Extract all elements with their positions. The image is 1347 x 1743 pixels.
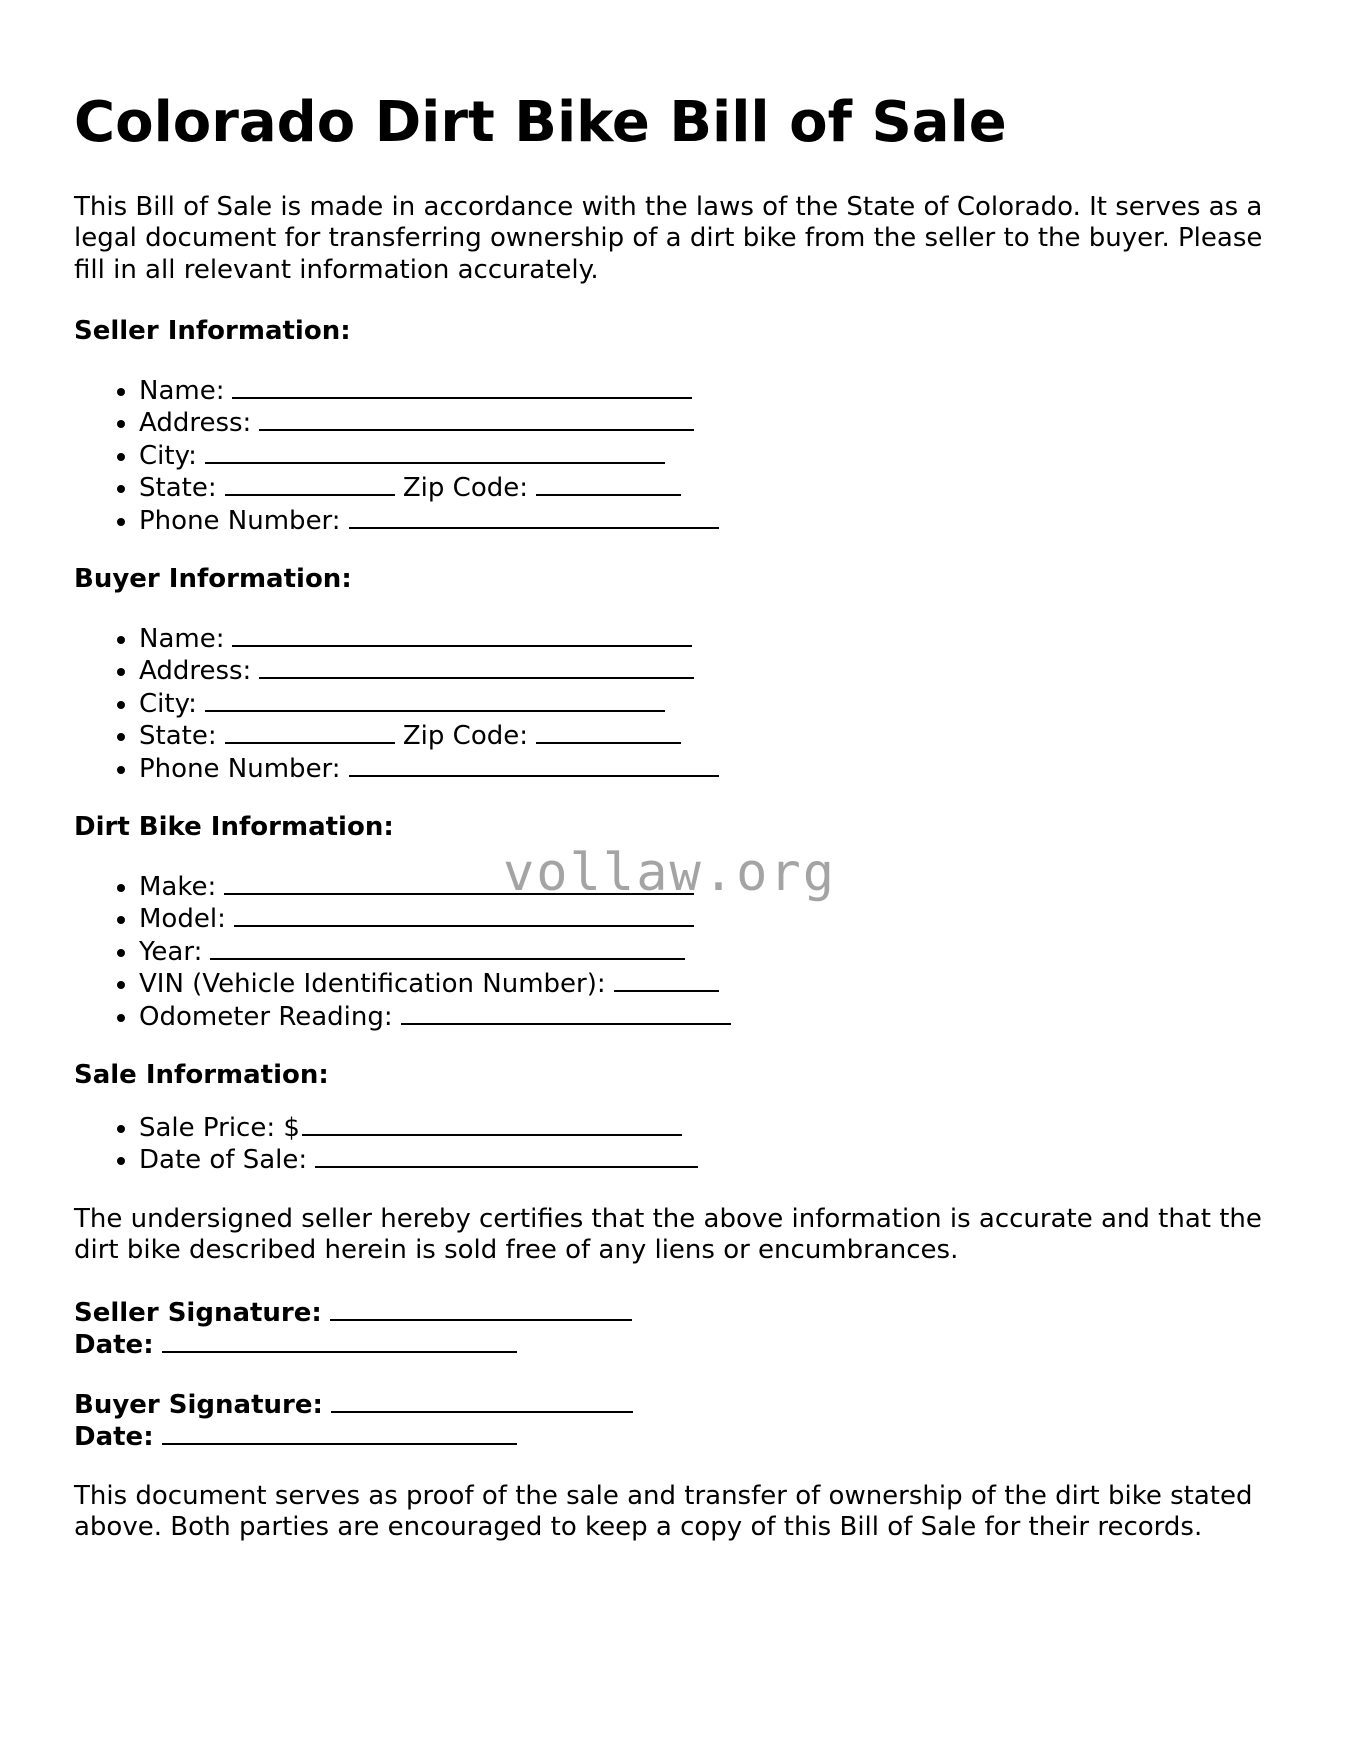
seller-state-label: State: — [139, 473, 217, 504]
buyer-name-item — [139, 623, 1284, 656]
sale-heading: Sale Information: — [74, 1060, 329, 1091]
buyer-phone-field[interactable] — [349, 753, 719, 777]
seller-address-item — [139, 407, 1284, 440]
bike-heading: Dirt Bike Information: — [74, 812, 394, 843]
seller-signature-line — [74, 1297, 1284, 1330]
seller-address-field[interactable] — [259, 407, 694, 431]
bike-odometer-item — [139, 1001, 1284, 1034]
intro-paragraph: This Bill of Sale is made in accordance with the laws of the State of Colorado. It serves as a legal document for transferring ownership of a dirt bike from the seller to the buyer. Please fill in all relevant information accurately. — [74, 191, 1263, 285]
seller-address-label: Address: — [139, 408, 252, 439]
seller-list — [74, 375, 1284, 538]
buyer-phone-item — [139, 753, 1284, 786]
bike-odometer-field[interactable] — [401, 1001, 731, 1025]
buyer-date-line — [74, 1421, 1284, 1454]
bike-model-label: Model: — [139, 904, 226, 935]
bike-year-label: Year: — [139, 936, 203, 967]
sale-date-item — [139, 1144, 1284, 1177]
seller-signature-block — [74, 1297, 1284, 1362]
seller-phone-label: Phone Number: — [139, 505, 341, 536]
bike-list — [74, 871, 1284, 1034]
sale-list — [74, 1112, 1284, 1177]
sale-price-field[interactable] — [302, 1112, 682, 1136]
sale-price-label: Sale Price: $ — [139, 1112, 300, 1143]
buyer-city-field[interactable] — [205, 688, 665, 712]
buyer-name-field[interactable] — [232, 623, 692, 647]
buyer-city-item — [139, 688, 1284, 721]
buyer-signature-block — [74, 1389, 1284, 1454]
seller-name-label: Name: — [139, 375, 225, 406]
bike-year-item — [139, 936, 1284, 969]
sale-price-item — [139, 1112, 1284, 1145]
bike-vin-label: VIN (Vehicle Identification Number): — [139, 969, 606, 1000]
buyer-address-label: Address: — [139, 656, 252, 687]
seller-date-label: Date: — [74, 1330, 154, 1361]
seller-name-field[interactable] — [232, 375, 692, 399]
buyer-name-label: Name: — [139, 623, 225, 654]
buyer-zip-field[interactable] — [536, 720, 681, 744]
seller-zip-field[interactable] — [536, 472, 681, 496]
closing-paragraph: This document serves as proof of the sale and transfer of ownership of the dirt bike stated above. Both parties are encouraged to keep a copy of this Bill of Sale for their records. — [74, 1480, 1253, 1543]
bike-odometer-label: Odometer Reading: — [139, 1001, 393, 1032]
seller-date-line — [74, 1329, 1284, 1362]
seller-date-field[interactable] — [162, 1329, 517, 1353]
seller-heading: Seller Information: — [74, 316, 351, 347]
buyer-list — [74, 623, 1284, 786]
seller-state-field[interactable] — [225, 472, 395, 496]
buyer-signature-label: Buyer Signature: — [74, 1389, 323, 1420]
seller-city-item — [139, 440, 1284, 473]
buyer-zip-label: Zip Code: — [402, 721, 528, 752]
buyer-signature-line — [74, 1389, 1284, 1422]
buyer-heading: Buyer Information: — [74, 564, 352, 595]
watermark-text: vollaw.org — [503, 843, 837, 903]
seller-signature-label: Seller Signature: — [74, 1297, 322, 1328]
seller-state-zip-item — [139, 472, 1284, 505]
seller-zip-label: Zip Code: — [402, 473, 528, 504]
buyer-address-field[interactable] — [259, 655, 694, 679]
seller-city-label: City: — [139, 440, 197, 471]
bike-make-item — [139, 871, 1284, 904]
bike-make-field[interactable] — [224, 871, 694, 895]
seller-phone-field[interactable] — [349, 505, 719, 529]
seller-phone-item — [139, 505, 1284, 538]
certification-paragraph: The undersigned seller hereby certifies that the above information is accurate and that the dirt bike described herein is sold free of any liens or encumbrances. — [74, 1203, 1262, 1266]
bike-model-item — [139, 903, 1284, 936]
buyer-state-zip-item — [139, 720, 1284, 753]
seller-signature-field[interactable] — [330, 1297, 632, 1321]
seller-name-item — [139, 375, 1284, 408]
buyer-state-field[interactable] — [225, 720, 395, 744]
bike-make-label: Make: — [139, 871, 217, 902]
bike-year-field[interactable] — [210, 936, 685, 960]
seller-city-field[interactable] — [205, 440, 665, 464]
buyer-date-label: Date: — [74, 1422, 154, 1453]
buyer-city-label: City: — [139, 688, 197, 719]
buyer-phone-label: Phone Number: — [139, 753, 341, 784]
bike-vin-item — [139, 968, 1284, 1001]
buyer-address-item — [139, 655, 1284, 688]
document-title: Colorado Dirt Bike Bill of Sale — [74, 90, 1007, 155]
document-page — [74, 92, 1284, 1574]
buyer-state-label: State: — [139, 721, 217, 752]
buyer-signature-field[interactable] — [331, 1389, 633, 1413]
bike-vin-field[interactable] — [614, 968, 719, 992]
sale-date-field[interactable] — [315, 1144, 698, 1168]
buyer-date-field[interactable] — [162, 1421, 517, 1445]
bike-model-field[interactable] — [234, 903, 694, 927]
sale-date-label: Date of Sale: — [139, 1145, 308, 1176]
